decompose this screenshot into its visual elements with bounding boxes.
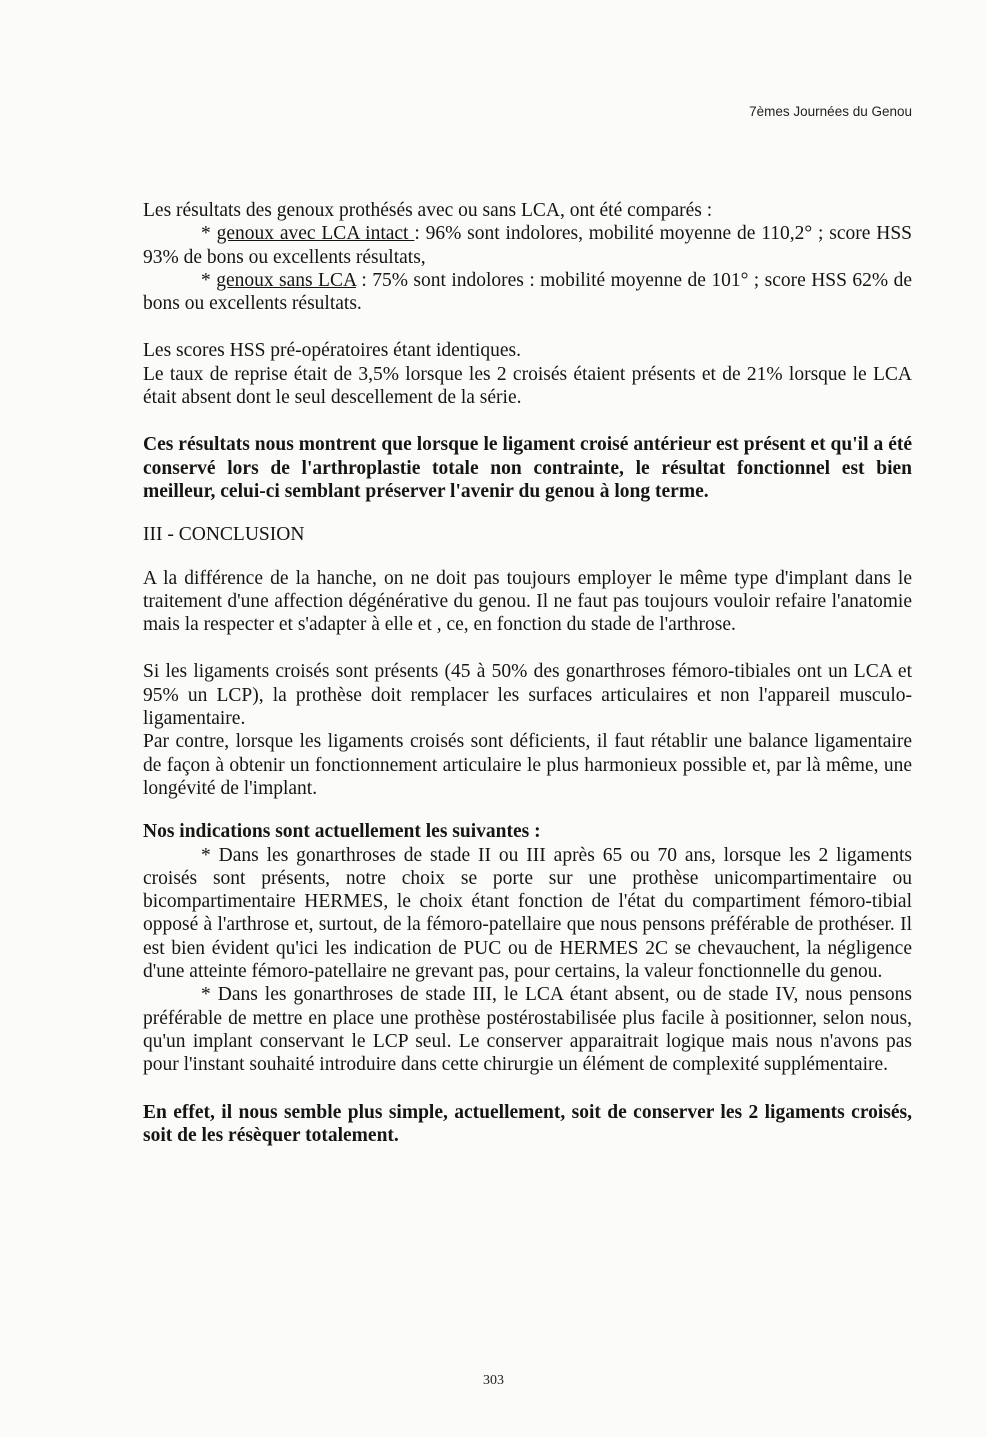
section-heading: III - CONCLUSION xyxy=(143,524,305,546)
running-header: 7èmes Journées du Genou xyxy=(749,104,912,119)
conclusion-paragraph-3: Par contre, lorsque les ligaments croisés sont déficients, il faut rétablir une balance ligamentaire de façon à obtenir un fonctionnement articulaire le plus harmonieux possible et, par là même, une longévité de l'implant. xyxy=(143,731,912,799)
item-text: : 96% sont indolores, mobilité moyenne de 110,2° ; score HSS 93% de bons ou excellents résultats, xyxy=(143,223,913,268)
conclusion-paragraph-1: A la différence de la hanche, on ne doit pas toujours employer le même type d'implant dans le traitement d'une affection dégénérative du genou. Il ne faut pas toujours vouloir refaire l'anatomie mais la respecter et s'adapter à elle et , ce, en fonction du stade de l'arthrose. xyxy=(143,567,912,636)
page-body xyxy=(143,199,912,1147)
revision-rate-line: Le taux de reprise était de 3,5% lorsque les 2 croisés étaient présents et de 21% lorsque le LCA était absent dont le seul descellement de la série. xyxy=(143,363,912,409)
bullet-marker: * xyxy=(201,223,217,245)
item-label: genoux sans LCA xyxy=(216,269,356,291)
preop-scores-line: Les scores HSS pré-opératoires étant identiques. xyxy=(143,340,521,362)
results-summary-bold: Ces résultats nous montrent que lorsque le ligament croisé antérieur est présent et qu'il a été conservé lors de l'arthroplastie totale non contrainte, le résultat fonctionnel est bien meilleur, celui-ci semblant préserver l'avenir du genou à long terme. xyxy=(143,434,912,502)
conclusion-paragraph-2: Si les ligaments croisés sont présents (45 à 50% des gonarthroses fémoro-tibiales ont un LCA et 95% un LCP), la prothèse doit remplacer les surfaces articulaires et non l'appareil musculo-ligamentaire. xyxy=(143,661,912,730)
page-number: 303 xyxy=(483,1373,504,1388)
result-item-with-lca xyxy=(143,222,912,269)
bullet-marker: * xyxy=(201,269,217,291)
final-statement-bold: En effet, il nous semble plus simple, actuellement, soit de conserver les 2 ligaments croisés, soit de les résèquer totalement. xyxy=(143,1101,912,1146)
indication-item-1: * Dans les gonarthroses de stade II ou III après 65 ou 70 ans, lorsque les 2 ligaments croisés sont présents, notre choix se porte sur une prothèse unicompartimentaire ou bicompartimentaire HERMES, le choix étant fonction de l'état du compartiment fémoro-tibial opposé à l'arthrose et, surtout, de la fémoro-patellaire que nous pensons préférable de prothéser. Il est bien évident qu'ici les indication de PUC ou de HERMES 2C se chevauchent, la négligence d'une atteinte fémoro-patellaire ne grevant pas, pour certains, la valeur fonctionnelle du genou. xyxy=(143,844,912,983)
indication-item-2: * Dans les gonarthroses de stade III, le LCA étant absent, ou de stade IV, nous pensons préférable de mettre en place une prothèse postérostabilisée plus facile à positionner, selon nous, qu'un implant conservant le LCP seul. Le conserver apparaitrait logique mais nous n'avons pas pour l'instant souhaité introduire dans cette chirurgie un élément de complexité supplémentaire. xyxy=(143,984,912,1076)
result-item-without-lca xyxy=(143,269,912,316)
results-intro: Les résultats des genoux prothésés avec ou sans LCA, ont été comparés : xyxy=(143,200,713,221)
item-label: genoux avec LCA intact xyxy=(216,223,415,245)
indications-heading: Nos indications sont actuellement les suivantes : xyxy=(143,821,541,843)
item-text: : 75% sont indolores : mobilité moyenne de 101° ; score HSS 62% de bons ou excellents résultats. xyxy=(143,269,912,315)
